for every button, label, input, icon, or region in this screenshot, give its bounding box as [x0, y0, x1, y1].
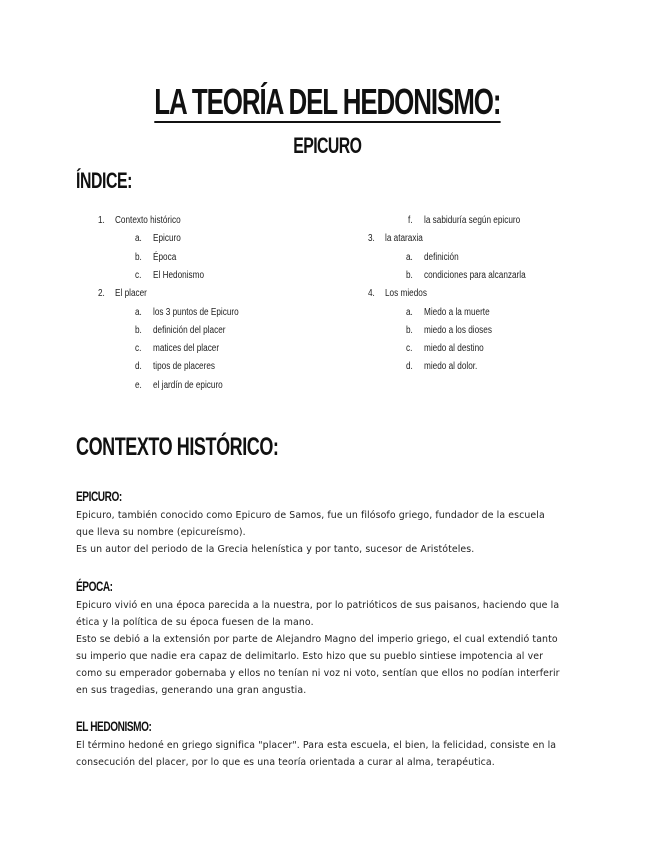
paragraph-epoca: Epicuro vivió en una época parecida a la nuestra, por lo patrióticos de sus paisanos, haciendo que la ética y la política de su época fuesen de la mano. Esto se debió a la extensión por parte de Alejandro Magno del imperio griego, el cual extendió tanto su imperio que nadie era capaz de delimitarlo. Esto hizo que su pueblo sintiese impotencia al ver como su emperador gobernaba y ellos no tenían ni voz ni voto, sentían que ellos no podían interferir en sus tragedias, generando una gran angustia.	[76, 600, 560, 696]
index-heading: ÍNDICE:	[76, 168, 132, 193]
toc-left-column: 1. Contexto histórico a. Epicuro b. Época c. El Hedonismo 2. El placer a. los 3 puntos de Epicuro b. definición del placer c. matices del placer d. tipos de placeres e. el jardín de epicuro	[97, 215, 239, 391]
subheading-epoca: ÉPOCA:	[76, 578, 113, 594]
subheading-hedonismo: EL HEDONISMO:	[76, 718, 152, 734]
subheading-epicuro: EPICURO:	[76, 488, 122, 504]
paragraph-epicuro: Epicuro, también conocido como Epicuro de Samos, fue un filósofo griego, fundador de la escuela que lleva su nombre (epicureísmo). Es un autor del periodo de la Grecia helenística y por tanto, sucesor de Aristóteles.	[76, 510, 545, 555]
document-subtitle: EPICURO	[293, 133, 362, 158]
document-title: LA TEORÍA DEL HEDONISMO:	[154, 81, 501, 122]
toc-right-column: f. la sabiduría según epicuro 3. la ataraxia a. definición b. condiciones para alcanzarla 4. Los miedos a. Miedo a la muerte b. miedo a los dioses c. miedo al destino d. miedo al dolor.	[367, 215, 526, 373]
section-heading-contexto: CONTEXTO HISTÓRICO:	[76, 433, 279, 461]
paragraph-hedonismo: El término hedoné en griego significa "placer". Para esta escuela, el bien, la felicidad, consiste en la consecución del placer, por lo que es una teoría orientada a curar al alma, terapéutica.	[76, 740, 557, 768]
